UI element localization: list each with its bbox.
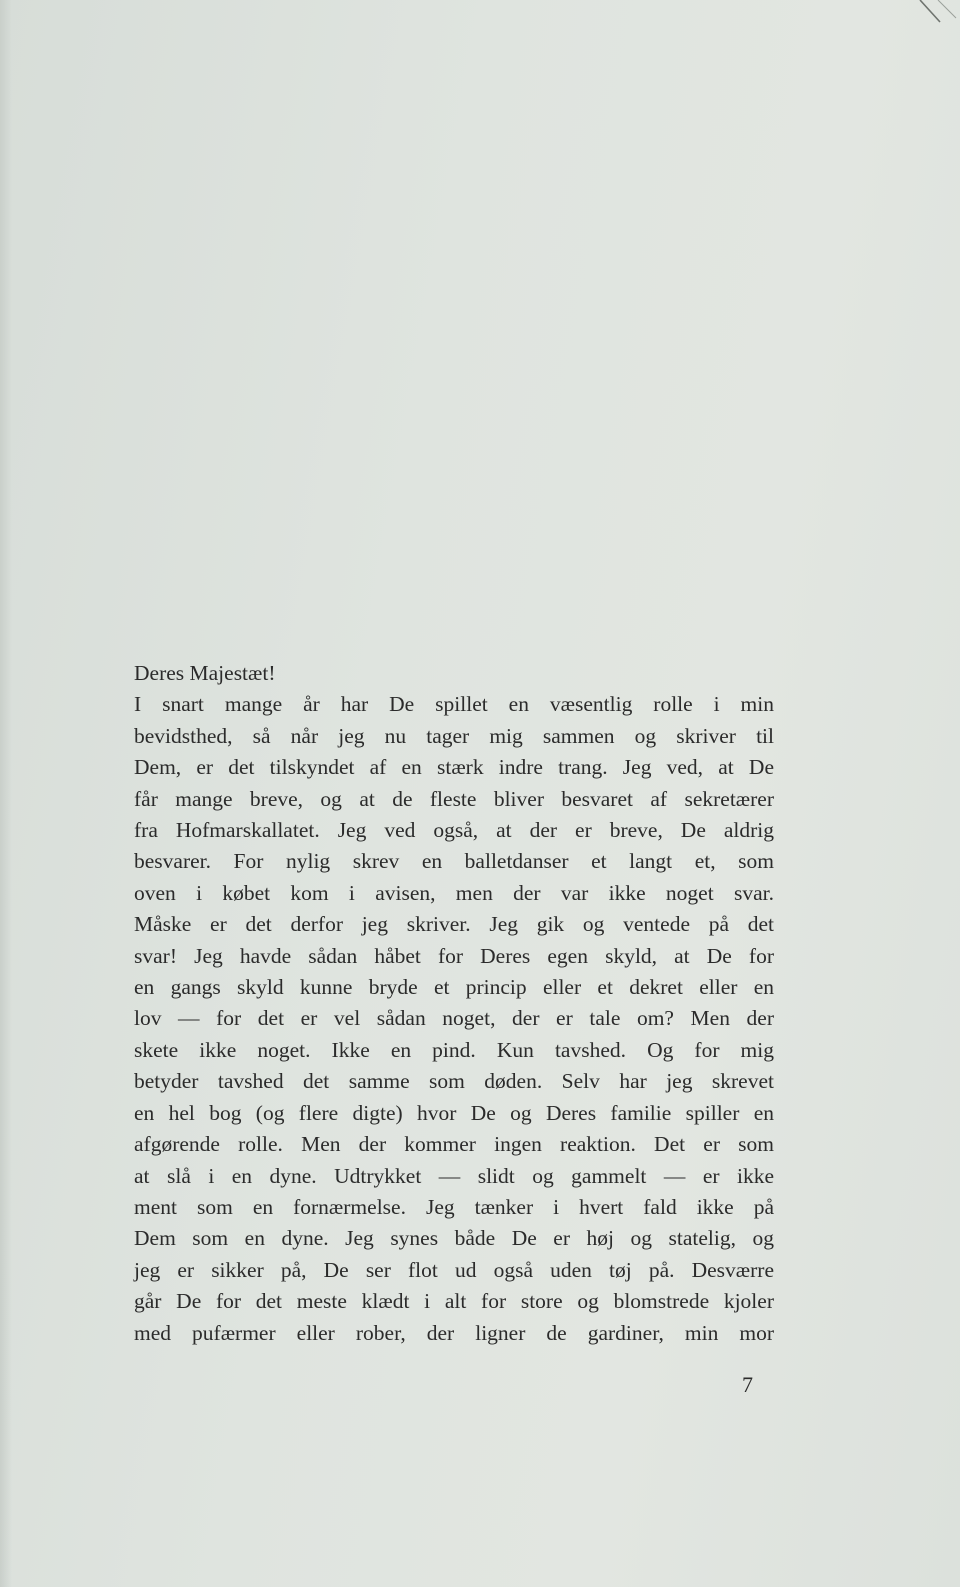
text-line: får mange breve, og at de fleste bliver besvaret af sekretærer — [134, 786, 774, 811]
letter-body — [134, 658, 774, 1349]
page-edge-shadow — [0, 0, 12, 1587]
page-number: 7 — [742, 1372, 753, 1397]
text-line: besvarer. For nylig skrev en balletdanser et langt et, som — [134, 849, 774, 874]
text-line: fra Hofmarskallatet. Jeg ved også, at der er breve, De aldrig — [134, 818, 774, 843]
text-line: med pufærmer eller rober, der ligner de gardiner, min mor — [134, 1320, 774, 1345]
letter-salutation: Deres Majestæt! — [134, 661, 276, 685]
text-line: Dem, er det tilskyndet af en stærk indre trang. Jeg ved, at De — [134, 755, 774, 780]
text-line: går De for det meste klædt i alt for store og blomstrede kjoler — [134, 1289, 774, 1314]
text-line: Dem som en dyne. Jeg synes både De er høj og statelig, og — [134, 1226, 774, 1251]
page-corner-fold-icon — [910, 0, 960, 30]
text-line: jeg er sikker på, De ser flot ud også uden tøj på. Desværre — [134, 1257, 774, 1282]
text-line: svar! Jeg havde sådan håbet for Deres egen skyld, at De for — [134, 943, 774, 968]
text-line: Måske er det derfor jeg skriver. Jeg gik og ventede på det — [134, 912, 774, 937]
text-line: ment som en fornærmelse. Jeg tænker i hvert fald ikke på — [134, 1194, 774, 1219]
text-line: en hel bog (og flere digte) hvor De og Deres familie spiller en — [134, 1100, 774, 1125]
text-line: betyder tavshed det samme som døden. Selv har jeg skrevet — [134, 1069, 774, 1094]
text-line: bevidsthed, så når jeg nu tager mig sammen og skriver til — [134, 723, 774, 748]
text-line: oven i købet kom i avisen, men der var ikke noget svar. — [134, 880, 774, 905]
text-line: en gangs skyld kunne bryde et princip eller et dekret eller en — [134, 975, 774, 1000]
text-line: afgørende rolle. Men der kommer ingen reaktion. Det er som — [134, 1132, 774, 1157]
text-line: skete ikke noget. Ikke en pind. Kun tavshed. Og for mig — [134, 1037, 774, 1062]
text-line: lov — for det er vel sådan noget, der er tale om? Men der — [134, 1006, 774, 1031]
text-line: I snart mange år har De spillet en væsentlig rolle i min — [134, 692, 774, 717]
text-line: at slå i en dyne. Udtrykket — slidt og gammelt — er ikke — [134, 1163, 774, 1188]
